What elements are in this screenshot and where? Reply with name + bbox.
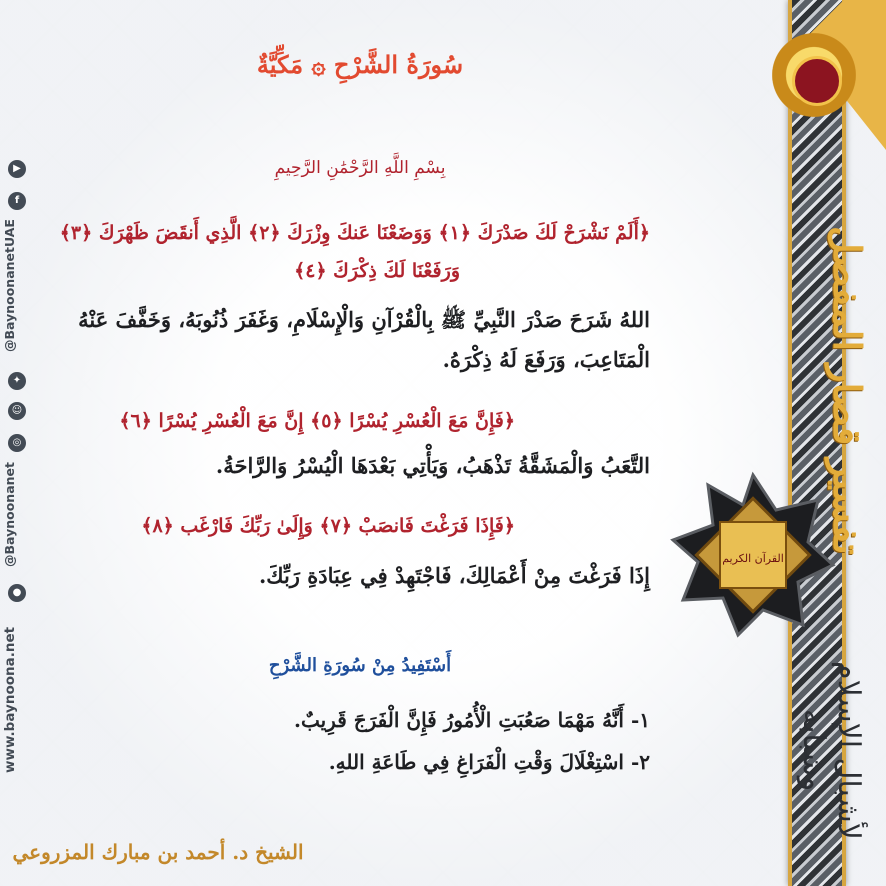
tafsir-3: إِذَا فَرَغْتَ مِنْ أَعْمَالِكَ، فَاجْتَهِدْ فِي عِبَادَةِ رَبِّكَ. bbox=[258, 563, 650, 588]
social-strip bbox=[0, 150, 34, 800]
baynoona-logo-icon bbox=[772, 20, 856, 130]
website-link[interactable]: www.baynoona.net bbox=[2, 626, 18, 774]
youtube-icon[interactable]: ▶ bbox=[8, 160, 26, 178]
series-title: تفسير قصار المفصل bbox=[825, 225, 870, 555]
ayah-line-2: وَرَفَعْنَا لَكَ ذِكْرَكَ ﴿٤﴾ bbox=[294, 260, 460, 282]
benefit-1: ١- أَنَّهُ مَهْمَا صَعُبَتِ الْأُمُورُ فَإِنَّ الْفَرَجَ قَرِيبٌ. bbox=[293, 708, 650, 732]
snapchat-icon[interactable]: ☺ bbox=[8, 402, 26, 420]
facebook-icon[interactable]: f bbox=[8, 192, 26, 210]
twitter-icon[interactable]: ✦ bbox=[8, 372, 26, 390]
side-band bbox=[690, 0, 886, 886]
benefits-title: أَسْتَفِيدُ مِنْ سُورَةِ الشَّرْحِ bbox=[268, 655, 452, 676]
main-content bbox=[30, 0, 690, 886]
quran-emblem-icon bbox=[668, 470, 838, 640]
sheikh-signature: الشيخ د. أحمد بن مبارك المزروعي bbox=[12, 840, 304, 864]
circle-logo-icon[interactable]: ● bbox=[8, 584, 26, 602]
instagram-icon[interactable]: ◎ bbox=[8, 434, 26, 452]
ayah-line-1: ﴿أَلَمْ نَشْرَحْ لَكَ صَدْرَكَ ﴿١﴾ وَوَضَعْنَا عَنكَ وِزْرَكَ ﴿٢﴾ الَّذِي أَنقَضَ ظَهْرَكَ ﴿٣﴾ bbox=[59, 222, 650, 244]
surah-title: سُورَةُ الشَّرْحِ ۞ مَكِّيَّةٌ bbox=[256, 50, 464, 79]
handle-main[interactable]: @Baynoonanet bbox=[2, 462, 17, 568]
tafsir-1: اللهُ شَرَحَ صَدْرَ النَّبِيِّ ﷺ بِالْقُرْآنِ وَالْإِسْلَامِ، وَغَفَرَ ذُنُوبَهُ، وَخَفَّفَ عَنْهُ الْمَتَاعِبَ، وَرَفَعَ لَهُ ذِكْرَهُ. bbox=[78, 307, 650, 372]
ayah-line-3: ﴿فَإِنَّ مَعَ الْعُسْرِ يُسْرًا ﴿٥﴾ إِنَّ مَعَ الْعُسْرِ يُسْرًا ﴿٦﴾ bbox=[119, 410, 515, 432]
emblem-text: القرآن الكريم bbox=[722, 552, 784, 565]
basmala: بِسْمِ اللَّهِ الرَّحْمَٰنِ الرَّحِيمِ bbox=[274, 158, 446, 178]
series-subtitle: لأشبال الإسلام وشبابه bbox=[796, 660, 866, 840]
handle-uae[interactable]: @BaynoonanetUAE bbox=[2, 219, 17, 352]
benefit-2: ٢- اسْتِغْلَالَ وَقْتِ الْفَرَاغِ فِي طَاعَةِ اللهِ. bbox=[328, 750, 650, 774]
tafsir-2: التَّعَبُ وَالْمَشَقَّةُ تَذْهَبُ، وَيَأْتِي بَعْدَهَا الْيُسْرُ وَالرَّاحَةُ. bbox=[215, 453, 650, 478]
ayah-line-4: ﴿فَإِذَا فَرَغْتَ فَانصَبْ ﴿٧﴾ وَإِلَىٰ رَبِّكَ فَارْغَب ﴿٨﴾ bbox=[141, 515, 515, 537]
